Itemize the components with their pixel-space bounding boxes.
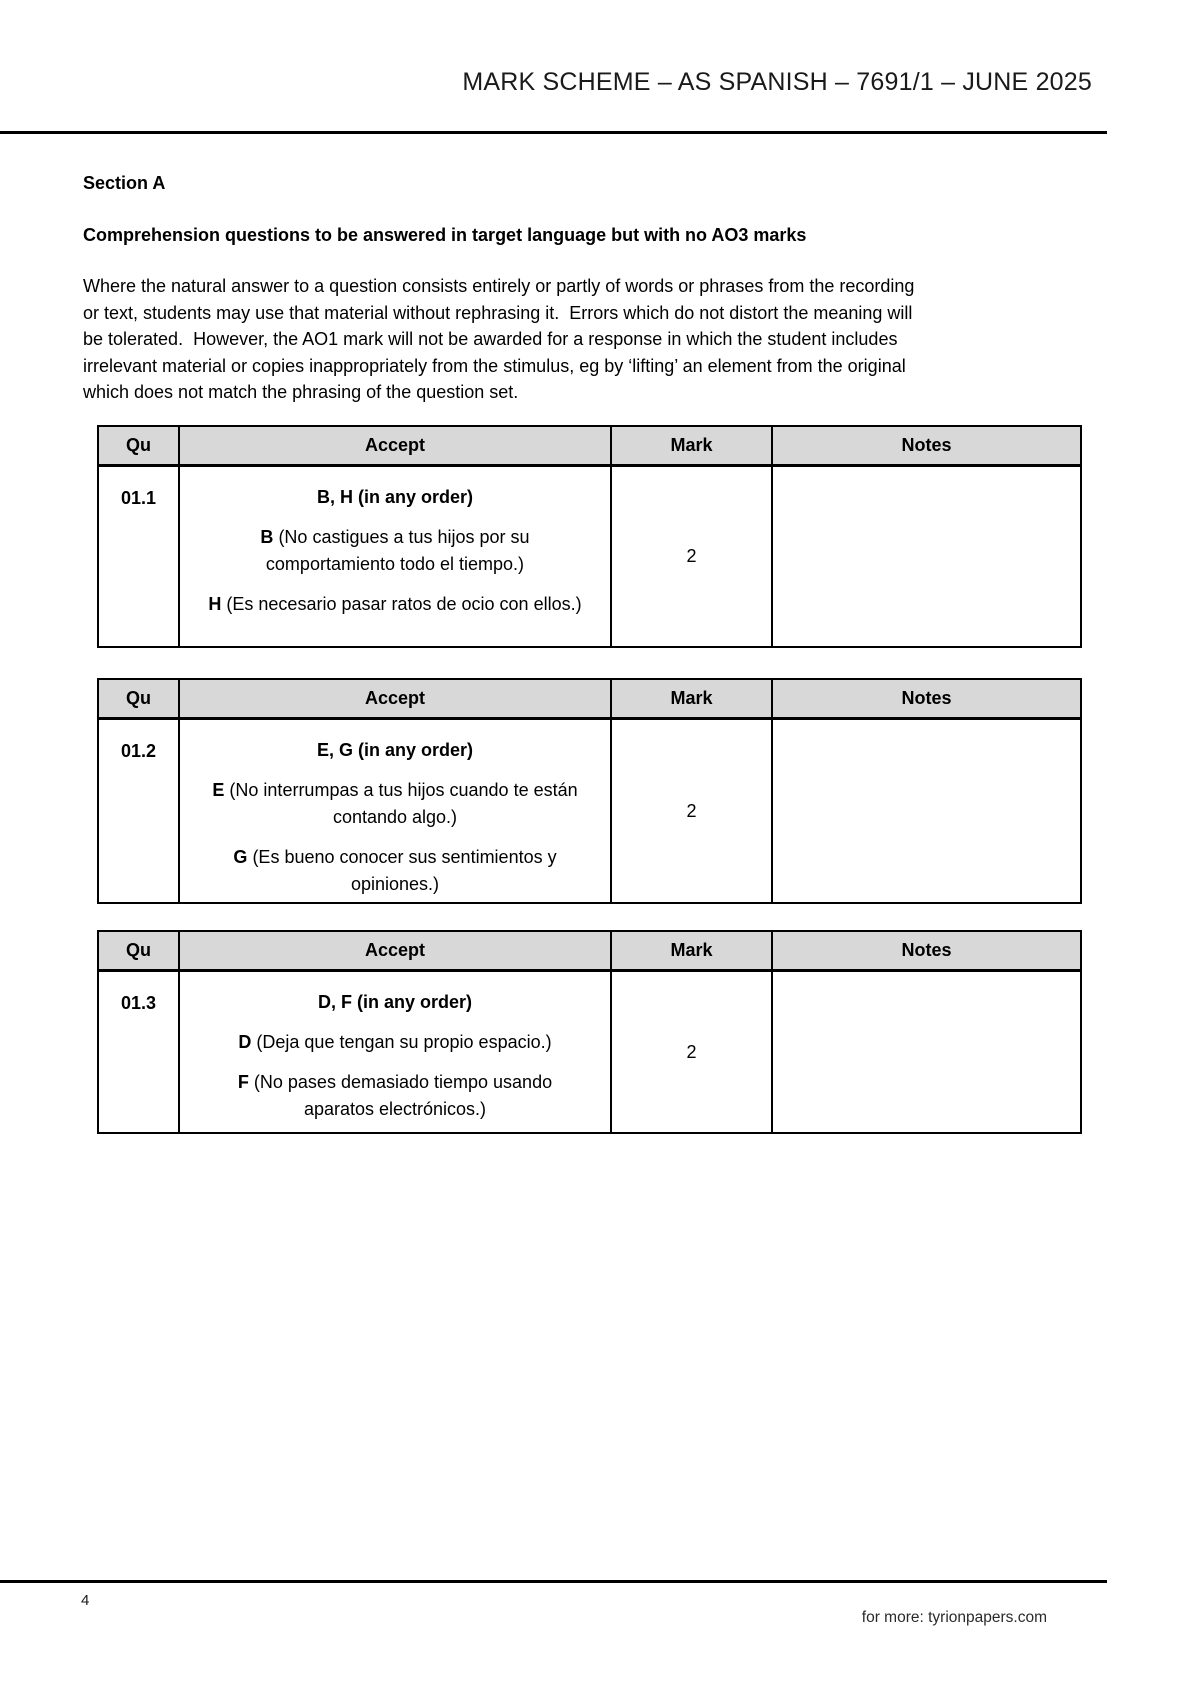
answer-item: [206, 844, 584, 898]
answer-item: [206, 1029, 584, 1056]
mark-value: 2: [612, 972, 773, 1132]
col-header-qu: Qu: [99, 427, 180, 467]
col-header-qu: Qu: [99, 932, 180, 972]
col-header-mark: Mark: [612, 427, 773, 467]
answer-item: [206, 524, 584, 578]
col-header-accept: Accept: [180, 680, 612, 720]
section-subheading: Comprehension questions to be answered in target language but with no AO3 marks: [83, 225, 807, 245]
answer-text: (No pases demasiado tiempo usando aparatos electrónicos.): [253, 1072, 553, 1119]
header-rule: [0, 131, 1107, 134]
answer-letter: D: [238, 1032, 252, 1052]
table-header-row: [99, 680, 1080, 720]
col-header-qu: Qu: [99, 680, 180, 720]
answer-letter: G: [233, 847, 248, 867]
answer-letter: F: [237, 1072, 249, 1092]
intro-line: which does not match the phrasing of the question set.: [83, 382, 519, 402]
notes-cell: [773, 467, 1080, 646]
table-row: [99, 720, 1080, 902]
question-number: 01.3: [99, 972, 180, 1132]
answer-item: [206, 777, 584, 831]
question-number: 01.2: [99, 720, 180, 902]
col-header-notes: Notes: [773, 427, 1080, 467]
intro-line: Where the natural answer to a question consists entirely or partly of words or phrases from the recording: [83, 276, 915, 296]
accept-cell: [180, 467, 612, 646]
mark-value: 2: [612, 720, 773, 902]
answer-text: (No interrumpas a tus hijos cuando te están contando algo.): [229, 780, 578, 827]
mark-table-01-3: [97, 930, 1082, 1134]
intro-paragraph: [83, 273, 1107, 406]
answer-text: (Deja que tengan su propio espacio.): [256, 1032, 552, 1052]
answer-letter: B: [260, 527, 274, 547]
document-header-title: MARK SCHEME – AS SPANISH – 7691/1 – JUNE 2025: [462, 68, 1092, 96]
answer-summary: D, F (in any order): [317, 992, 472, 1012]
answer-item: [206, 1069, 584, 1123]
notes-cell: [773, 720, 1080, 902]
mark-table-01-1: [97, 425, 1082, 648]
answer-text: (Es bueno conocer sus sentimientos y opiniones.): [252, 847, 557, 894]
intro-line: or text, students may use that material without rephrasing it. Errors which do not distort the meaning will: [83, 302, 913, 323]
answer-letter: H: [208, 594, 222, 614]
intro-line: irrelevant material or copies inappropriately from the stimulus, eg by ‘lifting’ an element from the original: [83, 355, 906, 376]
question-number: 01.1: [99, 467, 180, 646]
col-header-accept: Accept: [180, 427, 612, 467]
table-header-row: [99, 932, 1080, 972]
answer-summary: B, H (in any order): [316, 487, 473, 507]
footer-note: for more: tyrionpapers.com: [861, 1609, 1047, 1626]
mark-value: 2: [612, 467, 773, 646]
answer-letter: E: [212, 780, 225, 800]
mark-table-01-2: [97, 678, 1082, 904]
col-header-mark: Mark: [612, 932, 773, 972]
accept-cell: [180, 720, 612, 902]
page-content: [83, 172, 1107, 406]
col-header-notes: Notes: [773, 680, 1080, 720]
table-header-row: [99, 427, 1080, 467]
answer-text: (No castigues a tus hijos por su comportamiento todo el tiempo.): [265, 527, 530, 574]
col-header-notes: Notes: [773, 932, 1080, 972]
page-number: 4: [81, 1592, 90, 1609]
answer-summary: E, G (in any order): [316, 740, 474, 760]
notes-cell: [773, 972, 1080, 1132]
col-header-mark: Mark: [612, 680, 773, 720]
footer-rule: [0, 1580, 1107, 1583]
table-row: [99, 467, 1080, 646]
col-header-accept: Accept: [180, 932, 612, 972]
intro-line: be tolerated. However, the AO1 mark will not be awarded for a response in which the student includes: [83, 329, 898, 349]
answer-text: (Es necesario pasar ratos de ocio con ellos.): [226, 594, 582, 614]
table-row: [99, 972, 1080, 1132]
answer-item: [206, 591, 584, 618]
accept-cell: [180, 972, 612, 1132]
section-heading: Section A: [83, 173, 166, 193]
